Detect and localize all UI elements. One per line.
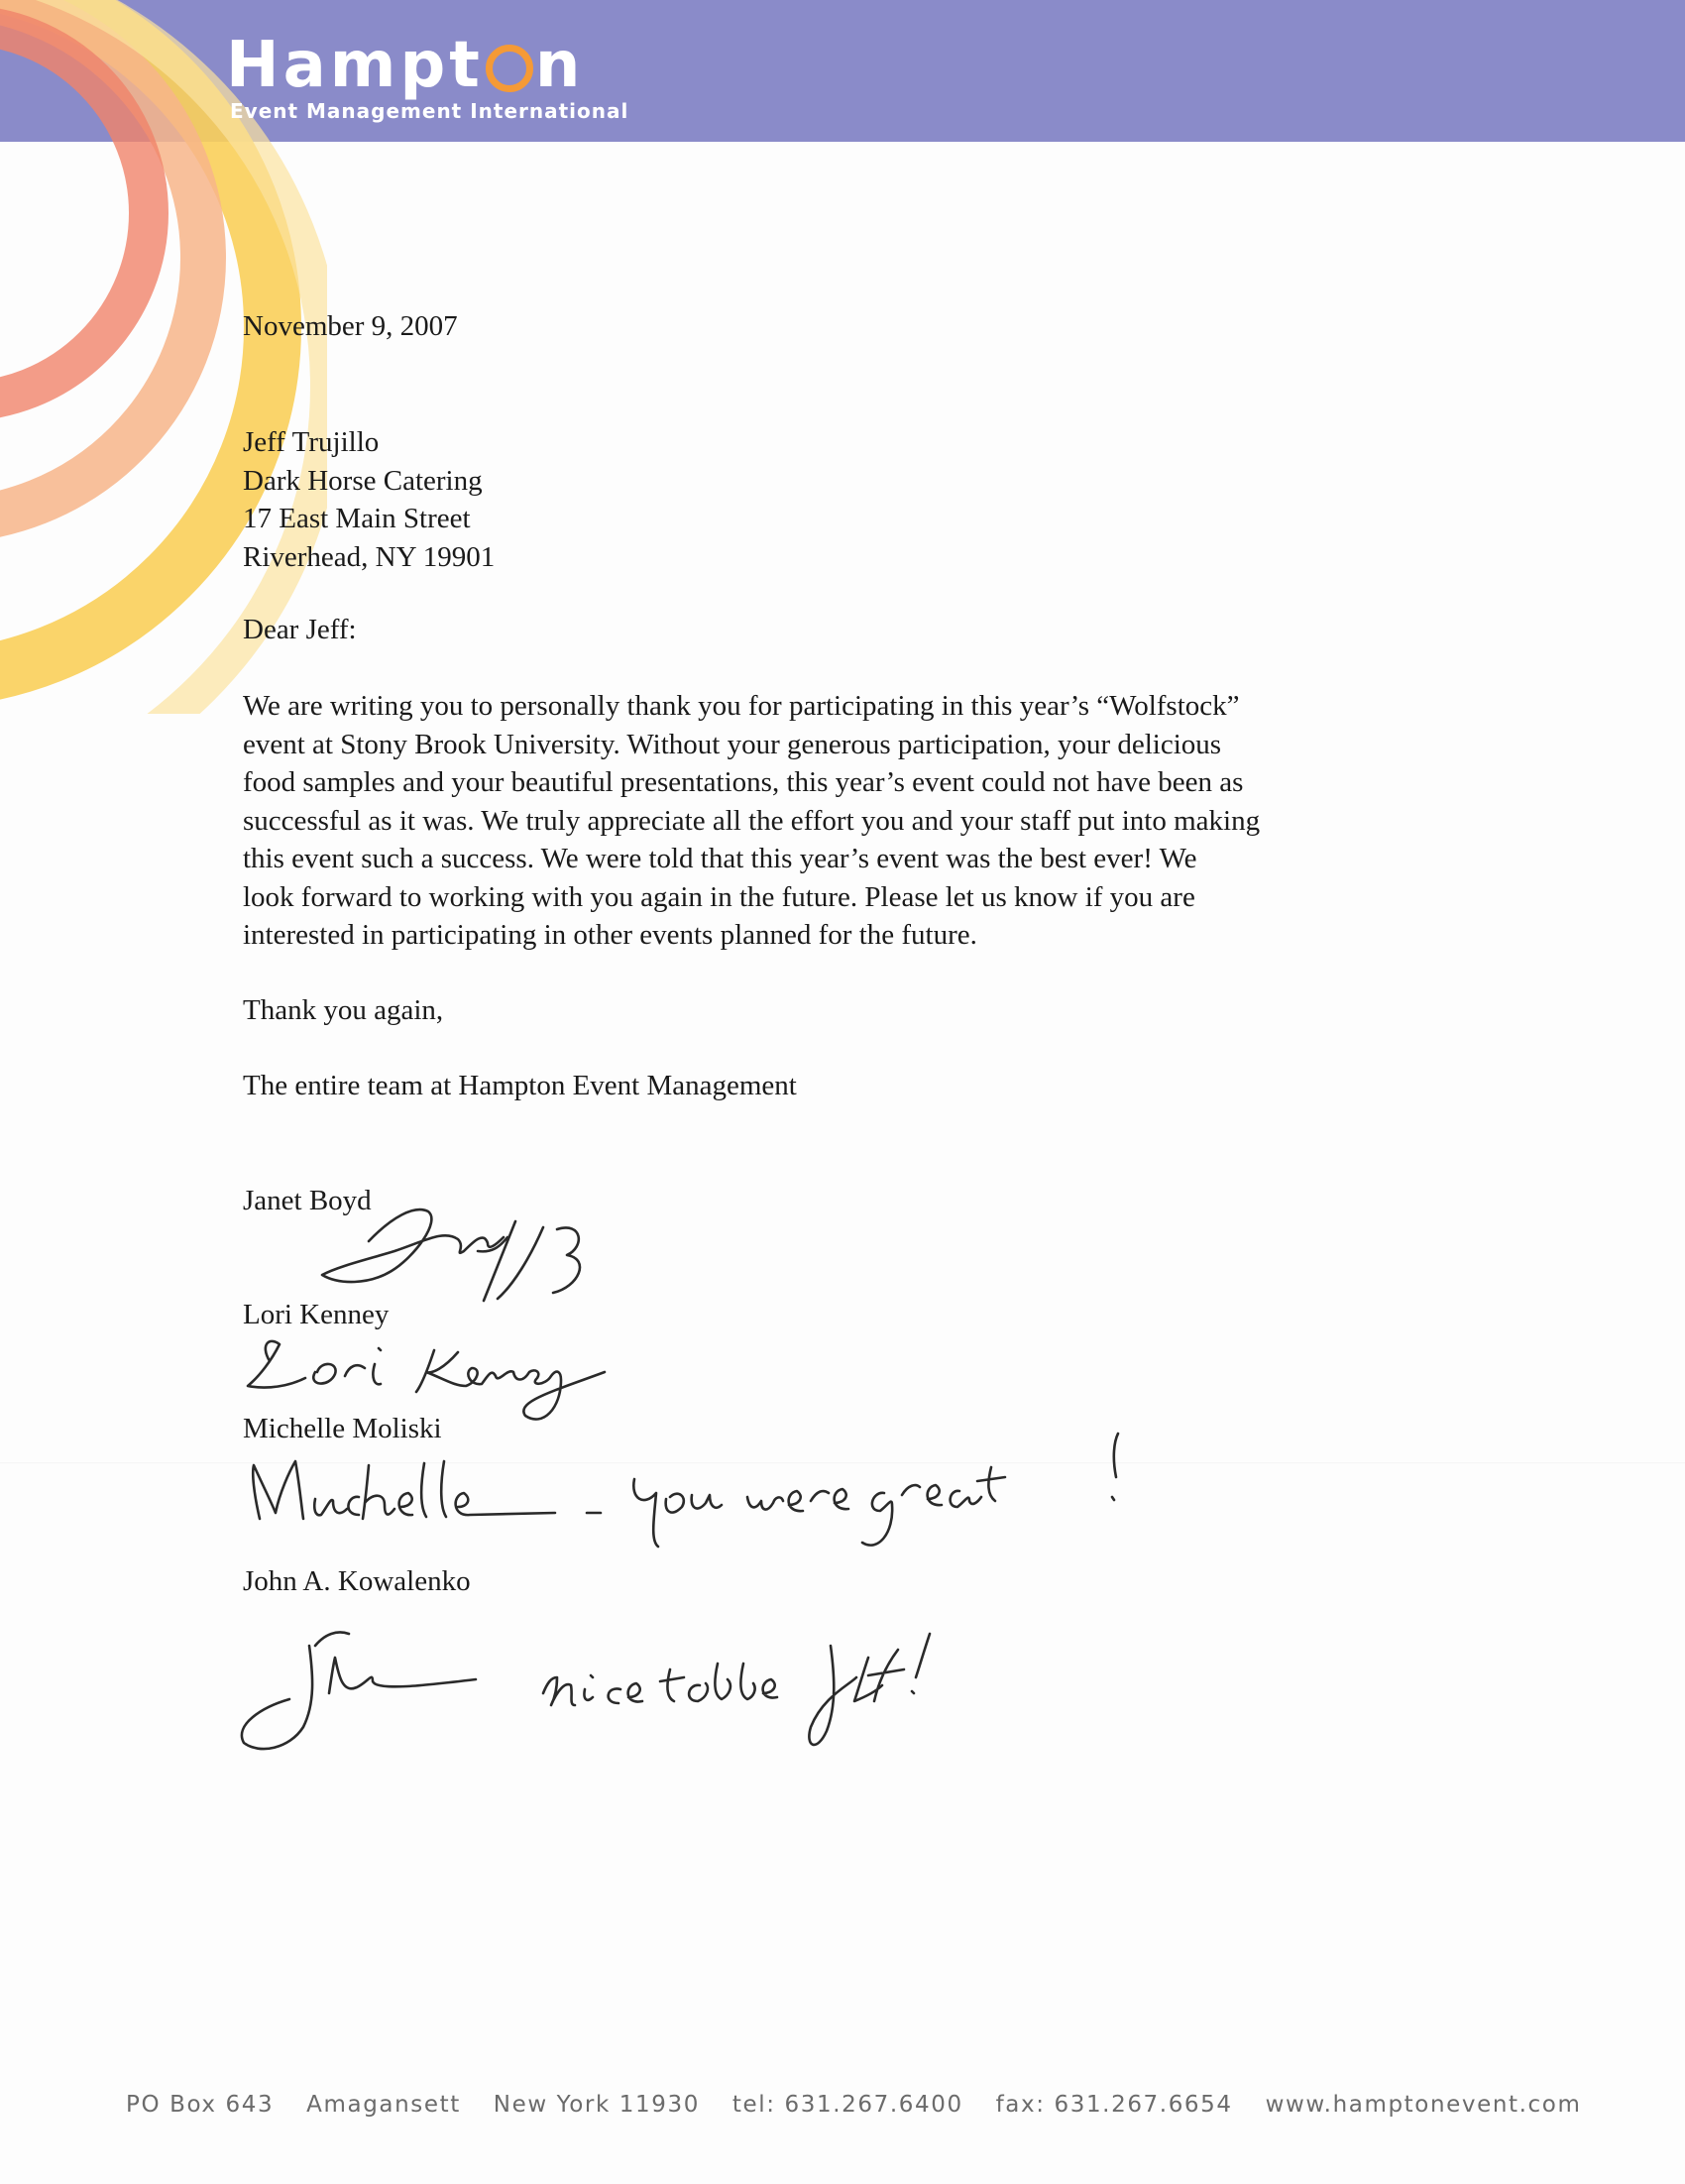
body-line: this event such a success. We were told that this year’s event was the best ever! We <box>243 843 1197 874</box>
team-signature-line: The entire team at Hampton Event Management <box>243 1070 797 1101</box>
recipient-street: 17 East Main Street <box>243 503 471 534</box>
body-line: successful as it was. We truly appreciate all the effort you and your staff put into making <box>243 804 1261 837</box>
footer-tel: tel: 631.267.6400 <box>731 2092 963 2118</box>
company-logo <box>226 29 629 123</box>
signer-name: Janet Boyd <box>243 1185 372 1216</box>
recipient-company: Dark Horse Catering <box>243 464 483 497</box>
signer-name: Lori Kenney <box>243 1299 390 1330</box>
closing-line: Thank you again, <box>243 994 444 1026</box>
logo-ring-o <box>486 45 533 92</box>
signature-janet-boyd <box>322 1209 580 1301</box>
footer-po-box: PO Box 643 <box>126 2092 275 2118</box>
signer-name: John A. Kowalenko <box>243 1565 471 1597</box>
body-line: interested in participating in other events planned for the future. <box>243 919 977 951</box>
letterhead-footer <box>126 2092 1581 2118</box>
logo-wordmark: Hampt n <box>226 29 585 102</box>
signature-john-note <box>242 1633 930 1750</box>
recipient-address <box>243 423 495 576</box>
letter-date: November 9, 2007 <box>243 310 458 342</box>
recipient-city: Riverhead, NY 19901 <box>243 540 496 573</box>
recipient-name: Jeff Trujillo <box>243 426 380 458</box>
body-line: We are writing you to personally thank you for participating in this year’s “Wolfstock” <box>243 690 1240 722</box>
footer-state-zip: New York 11930 <box>493 2092 700 2118</box>
footer-fax: fax: 631.267.6654 <box>995 2092 1233 2118</box>
logo-tagline: Event Management International <box>230 99 629 123</box>
salutation: Dear Jeff: <box>243 614 357 645</box>
signature-lori-kenney <box>248 1341 605 1420</box>
body-line: food samples and your beautiful presentations, this year’s event could not have been as <box>243 766 1244 798</box>
body-paragraph <box>243 687 1260 955</box>
footer-website: www.hamptonevent.com <box>1265 2092 1582 2118</box>
paper-fold-line <box>0 1462 1685 1464</box>
body-line: event at Stony Brook University. Without your generous participation, your delicious <box>243 728 1222 760</box>
body-line: look forward to working with you again in the future. Please let us know if you are <box>243 880 1195 913</box>
signature-michelle-note <box>253 1434 1118 1547</box>
footer-city: Amagansett <box>306 2092 461 2118</box>
signer-name: Michelle Moliski <box>243 1413 442 1444</box>
